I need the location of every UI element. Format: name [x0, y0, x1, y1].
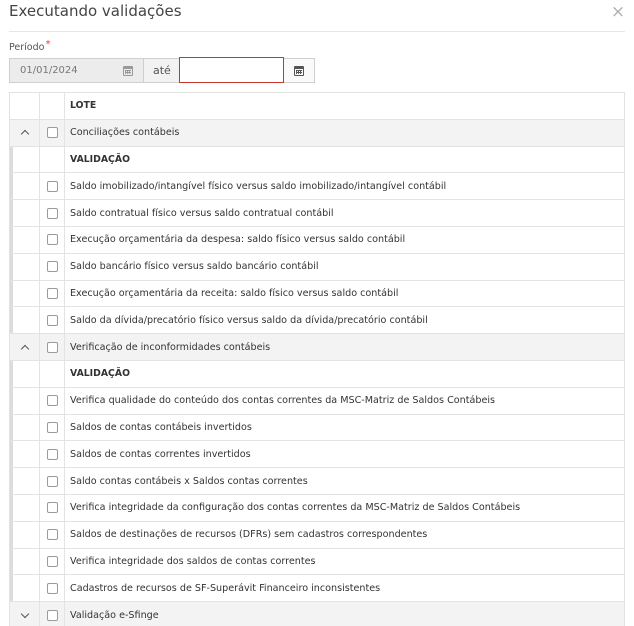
validation-checkbox-cell[interactable] [40, 522, 65, 548]
validation-checkbox[interactable] [47, 583, 58, 594]
child-indent-cell [10, 468, 40, 494]
group-row[interactable] [10, 334, 624, 361]
group-name: Conciliações contábeis [70, 127, 180, 139]
end-date-field[interactable] [179, 57, 284, 83]
end-date-calendar-button[interactable] [284, 58, 315, 83]
validation-checkbox-cell[interactable] [40, 281, 65, 307]
validation-row[interactable] [10, 441, 624, 468]
group-row[interactable] [10, 602, 624, 626]
group-row[interactable] [10, 120, 624, 147]
validation-name: Cadastros de recursos de SF-Superávit Financeiro inconsistentes [70, 582, 381, 594]
validation-name: Execução orçamentária da receita: saldo físico versus saldo contábil [70, 287, 399, 299]
child-check-cell [40, 361, 65, 387]
validation-name: Verifica qualidade do conteúdo dos contas correntes da MSC-Matriz de Saldos Contábeis [70, 395, 496, 407]
validation-row[interactable] [10, 415, 624, 442]
validation-checkbox-cell[interactable] [40, 173, 65, 199]
start-date-field: 01/01/2024 [9, 58, 113, 83]
validation-row[interactable] [10, 307, 624, 334]
validation-checkbox-cell[interactable] [40, 468, 65, 494]
group-toggle-cell[interactable] [10, 334, 40, 360]
chevron-up-icon[interactable] [20, 344, 28, 352]
grid-header-row [10, 93, 624, 120]
validation-checkbox-cell[interactable] [40, 441, 65, 467]
calendar-icon [294, 66, 304, 76]
validation-name: Saldo imobilizado/intangível físico versus saldo imobilizado/intangível contábil [70, 180, 447, 192]
validation-name: Saldo bancário físico versus saldo bancário contábil [70, 261, 319, 273]
validation-grid [9, 92, 625, 626]
title-divider [9, 31, 625, 32]
validation-name: Saldos de contas contábeis invertidos [70, 421, 252, 433]
close-icon[interactable]: × [610, 2, 626, 22]
validation-header-row [10, 361, 624, 388]
child-indent-cell [10, 307, 40, 333]
column-header-lote: LOTE [70, 100, 97, 112]
validation-checkbox-cell[interactable] [40, 415, 65, 441]
validation-checkbox[interactable] [47, 502, 58, 513]
validation-checkbox-cell[interactable] [40, 388, 65, 414]
validation-checkbox[interactable] [47, 261, 58, 272]
validation-checkbox[interactable] [47, 422, 58, 433]
period-label [9, 39, 51, 53]
validation-name: Saldos de contas correntes invertidos [70, 448, 251, 460]
validation-checkbox[interactable] [47, 395, 58, 406]
group-name: Verificação de inconformidades contábeis [70, 341, 271, 353]
column-header-validacao: VALIDAÇÃO [70, 153, 130, 165]
validation-checkbox[interactable] [47, 476, 58, 487]
validation-checkbox[interactable] [47, 288, 58, 299]
validation-name: Execução orçamentária da despesa: saldo físico versus saldo contábil [70, 234, 406, 246]
validation-checkbox-cell[interactable] [40, 254, 65, 280]
child-indent-cell [10, 173, 40, 199]
header-expand-cell [10, 93, 40, 119]
validation-name: Saldo da dívida/precatório físico versus saldo da dívida/precatório contábil [70, 314, 428, 326]
header-check-cell [40, 93, 65, 119]
calendar-icon [123, 66, 133, 76]
child-indent-cell [10, 361, 40, 387]
child-indent-cell [10, 147, 40, 173]
validation-checkbox[interactable] [47, 529, 58, 540]
start-date-calendar-button [113, 58, 144, 83]
validation-row[interactable] [10, 575, 624, 602]
validation-row[interactable] [10, 549, 624, 576]
validation-row[interactable] [10, 522, 624, 549]
child-indent-cell [10, 254, 40, 280]
validation-name: Saldo contratual físico versus saldo contratual contábil [70, 207, 334, 219]
child-indent-cell [10, 227, 40, 253]
validation-checkbox-cell[interactable] [40, 227, 65, 253]
group-checkbox[interactable] [47, 610, 58, 621]
validation-checkbox[interactable] [47, 181, 58, 192]
validation-row[interactable] [10, 495, 624, 522]
validation-row[interactable] [10, 200, 624, 227]
validation-row[interactable] [10, 468, 624, 495]
grid-body [10, 120, 624, 626]
chevron-up-icon[interactable] [20, 130, 28, 138]
group-checkbox[interactable] [47, 127, 58, 138]
validation-checkbox-cell[interactable] [40, 575, 65, 601]
validation-row[interactable] [10, 281, 624, 308]
validation-checkbox[interactable] [47, 234, 58, 245]
child-indent-cell [10, 200, 40, 226]
period-label-text: Período [9, 42, 45, 53]
group-name: Validação e-Sfinge [70, 609, 159, 621]
validation-checkbox-cell[interactable] [40, 200, 65, 226]
child-indent-cell [10, 441, 40, 467]
dialog-title: Executando validações [9, 2, 182, 20]
between-label: até [144, 58, 180, 83]
validation-name: Verifica integridade dos saldos de contas correntes [70, 555, 316, 567]
validation-checkbox-cell[interactable] [40, 495, 65, 521]
validation-row[interactable] [10, 388, 624, 415]
validation-checkbox-cell[interactable] [40, 307, 65, 333]
column-header-validacao: VALIDAÇÃO [70, 368, 130, 380]
validation-name: Verifica integridade da configuração dos contas correntes da MSC-Matriz de Saldos Contábeis [70, 502, 521, 514]
validation-checkbox[interactable] [47, 208, 58, 219]
child-indent-cell [10, 549, 40, 575]
validation-row[interactable] [10, 254, 624, 281]
validation-checkbox-cell[interactable] [40, 549, 65, 575]
validation-checkbox[interactable] [47, 556, 58, 567]
child-check-cell [40, 147, 65, 173]
child-indent-cell [10, 575, 40, 601]
child-indent-cell [10, 495, 40, 521]
validation-name: Saldo contas contábeis x Saldos contas correntes [70, 475, 308, 487]
validation-checkbox[interactable] [47, 449, 58, 460]
required-marker: * [45, 39, 51, 50]
validation-row[interactable] [10, 173, 624, 200]
validation-name: Saldos de destinações de recursos (DFRs) sem cadastros correspondentes [70, 529, 428, 541]
group-checkbox-cell[interactable] [40, 602, 65, 626]
validation-header-row [10, 147, 624, 174]
child-indent-cell [10, 388, 40, 414]
group-checkbox-cell[interactable] [40, 334, 65, 360]
group-toggle-cell[interactable] [10, 120, 40, 146]
group-toggle-cell[interactable] [10, 602, 40, 626]
group-checkbox-cell[interactable] [40, 120, 65, 146]
chevron-down-icon[interactable] [20, 609, 28, 617]
validation-row[interactable] [10, 227, 624, 254]
child-indent-cell [10, 522, 40, 548]
validation-checkbox[interactable] [47, 315, 58, 326]
group-checkbox[interactable] [47, 342, 58, 353]
child-indent-cell [10, 281, 40, 307]
child-indent-cell [10, 415, 40, 441]
